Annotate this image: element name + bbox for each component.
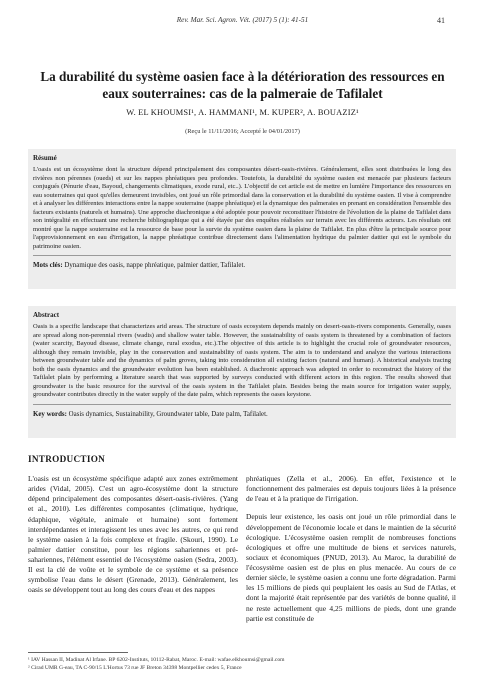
abstract-keywords-label: Key words: [33, 410, 67, 418]
page-number: 41 [437, 16, 445, 25]
article-title: La durabilité du système oasien face à la détérioration des ressources en eaux souterraines: cas de la palmeraie de Tafilalet [40, 69, 445, 102]
footnote-1: ¹ IAV Hassan II, Madinat Al Irfane. BP 6202-Instituts, 10112-Rabat, Maroc. E-mail: wafae.elkhoumsi@gmail.com [28, 657, 285, 663]
right-column [246, 474, 456, 632]
resume-keywords-label: Mots clés: [33, 262, 63, 269]
resume-keywords-text: Dynamique des oasis, nappe phréatique, palmier dattier, Tafilalet. [64, 262, 246, 269]
resume-box [28, 149, 456, 289]
left-column [28, 474, 238, 604]
resume-heading: Résumé [33, 154, 57, 162]
footnote-2: ² Cirad UMR G-eau, TA C-90/15 L'Hortus 73 rue JF Breton 34398 Montpellier cedex 5, France [28, 665, 242, 672]
abstract-box [28, 306, 456, 438]
abstract-keywords-text: Oasis dynamics, Sustainability, Groundwater table, Date palm, Tafilalet. [68, 410, 268, 418]
received-date: (Reçu le 11/11/2016; Accepté le 04/01/2017) [185, 128, 300, 135]
intro-paragraph-3: Depuis leur existence, les oasis ont joué un rôle primordial dans le développement de l'économie locale et dans le maintien de la sécurité écologique. L'écosystème oasien remplit de nombreuses fonctions écologiques et offre une multitude de biens et services naturels, sociaux et économiques (PNUD, 2013). Au Maroc, la durabilité de l'écosystème oasien est de plus en plus menacée. Au cours de ce dernier siècle, le système oasien a connu une forte dégradation. Parmi les 15 millions de pieds qui peuplaient les oasis au Sud de l'Atlas, et dont la majorité était représentée par des variétés de bonne qualité, il ne reste actuellement que 4,25 millions de pieds, dont une grande partie est constituée de [246, 512, 456, 623]
abstract-text: Oasis is a specific landscape that characterizes arid areas. The structure of oasis ecosystem depends mainly on desert-oasis-rivers components. Generally, oases are spread along non-perennial rivers (wadis) and shallow water table. However, the sustainability of oasis system is threatened by a combination of factors (water scarcity, Bayoud disease, climate change, rural exodus, etc.).The objective of this article is to highlight the crucial role of groundwater resources, although they remain invisible, play in the conservation and sustainability of oasis system. The aim is to understand and analyze the various interactions between groundwater table and the dynamics of palm groves, taking into consideration all existing factors (natural and human). A historical analysis tracing both the oasis dynamics and the groundwater evolution has been established. A diachronic approach was adopted in order to reconstruct the history of the Tafilalet plain by performing a literature search that was supported by surveys conducted with different actors in this region. The results showed that groundwater is the basic resource for the survival of the oasis system in the Tafilalet plain. Besides being the main source for irrigation water supply, groundwater contributes directly in the water supply of the date palm, which represents the oases keystone. [33, 323, 451, 405]
resume-text: L'oasis est un écosystème dont la structure dépend principalement des composantes désert-oasis-rivières. Généralement, elles sont distribuées le long des rivières non pérennes (oueds) et sur les nappes phréatiques peu profondes. Toutefois, la durabilité du système oasien est menacée par plusieurs facteurs conjugués (Pénurie d'eau, Bayoud, changements climatiques, exode rural, etc..). L'objectif de cet article est de mettre en lumière l'importance des ressources en eau souterraines qui quoi qu'elles demeurent invisibles, ont joué un rôle primordial dans la conservation et la durabilité du système oasien. Il vise à comprendre et à analyser les différentes interactions entre la nappe souterraine (nappe phréatique) et la dynamique des palmeraies en prenant en considération l'ensemble des facteurs existants (naturels et humains). Une approche diachronique a été adoptée pour pouvoir reconstituer l'histoire de l'évolution de la plaine de Tafilalet dans son intégralité en effectuant une recherche bibliographique qui a été étayée par des enquêtes réalisées sur terrain avec les différents acteurs. Les résultats ont montré que la nappe souterraine est la ressource de base pour la survie du système oasien dans la plaine de Tafilalet. En plus d'être la principale source pour l'approvisionnement en eau d'irrigation, la nappe phréatique contribue directement dans l'alimentation hydrique du palmier dattier qui est le symbole du patrimoine oasien. [33, 166, 451, 256]
resume-keywords [33, 262, 451, 271]
intro-paragraph-1: L'oasis est un écosystème spécifique adapté aux zones extrêmement arides (Vidal, 2005). C'est un agro-écosystème dont la structure dépend principalement des composantes désert-oasis-rivières. (Yang et al., 2010). Les différentes composantes (climatique, hydrique, édaphique, végétale, animale et humaine) sont fortement interdépendantes et interagissent les unes avec les autres, ce qui rend le système oasien à la fois complexe et fragile. (Skouri, 1990). Le palmier dattier constitue, pour les régions sahariennes et pré-sahariennes, l'élément essentiel de l'écosystème oasien (Sedra, 2003). Il est la clé de voûte et le symbole de ce système et sa présence symbolise l'eau dans le désert (Grenade, 2013). Généralement, les oasis se développent tout au long des cours d'eau et des nappes [28, 474, 238, 595]
footnote-rule [28, 652, 128, 653]
introduction-heading: INTRODUCTION [28, 454, 106, 464]
running-head: Rev. Mar. Sci. Agron. Vét. (2017) 5 (1): 41-51 [176, 16, 309, 24]
footnotes [28, 656, 457, 673]
abstract-heading: Abstract [33, 311, 60, 319]
article-authors: W. EL KHOUMSI¹, A. HAMMANI¹, M. KUPER², A. BOUAZIZ¹ [126, 108, 359, 117]
intro-paragraph-2: phréatiques (Zella et al., 2006). En effet, l'existence et le fonctionnement des palmeraies est depuis toujours liées à la présence de l'eau et à la pratique de l'irrigation. [246, 474, 456, 504]
abstract-keywords [33, 411, 451, 420]
